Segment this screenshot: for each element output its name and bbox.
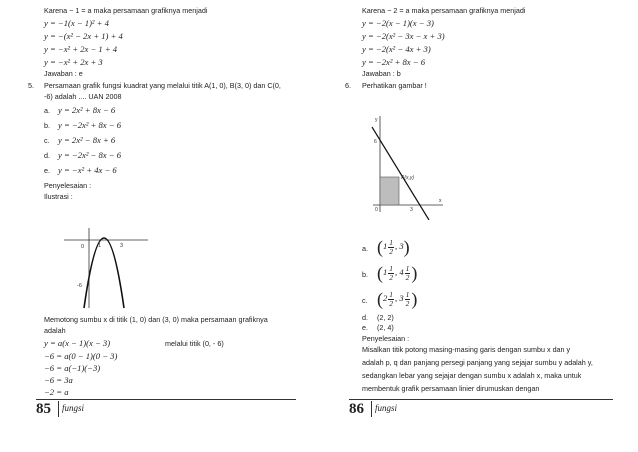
- option-expression: (1 $\frac{1}{2}$ , 4 $\frac{1}{2}$ ): [377, 263, 418, 283]
- option-expression: y = 2x² + 8x − 6: [58, 105, 116, 115]
- option-label: a.: [362, 244, 368, 253]
- explanation-line: membentuk grafik persamaan linier dirumuskan dengan: [362, 384, 540, 393]
- page-number: 85: [36, 401, 51, 417]
- line-rectangle-graph: [367, 112, 445, 220]
- equation-line: y = −2x² + 8x − 6: [362, 57, 425, 67]
- solution-step: −6 = a(−1)(−3): [44, 363, 101, 373]
- question-text: Persamaan grafik fungsi kuadrat yang melalui titik A(1, 0), B(3, 0) dan C(0,: [44, 81, 281, 90]
- option-label: a.: [44, 106, 50, 115]
- question-number: 6.: [345, 81, 351, 90]
- option-label: c.: [362, 296, 368, 305]
- option-label: b.: [44, 121, 50, 130]
- equation-line: y = −2(x² − 4x + 3): [362, 44, 431, 54]
- option-expression: y = −2x² − 8x − 6: [58, 150, 121, 160]
- question-text: -6) adalah .... UAN 2008: [44, 92, 122, 101]
- solution-step: −2 = a: [44, 387, 69, 397]
- tick-label-6: 6: [374, 139, 377, 145]
- footer-divider: [58, 401, 59, 417]
- tick-label-minus6: -6: [77, 283, 82, 289]
- option-label: d.: [362, 313, 368, 322]
- explanation-line: sedangkan lebar yang sejajar dengan sumbu x adalah x, maka untuk: [362, 371, 582, 380]
- point-label: A(x,y): [401, 175, 415, 181]
- option-expression: (2, 2): [377, 313, 394, 322]
- solution-heading: Penyelesaian :: [44, 181, 92, 190]
- y-axis-label: y: [375, 117, 378, 123]
- solution-note: melalui titik (0, - 6): [165, 339, 224, 348]
- parabola-graph: [60, 210, 150, 310]
- tick-label-3: 3: [120, 243, 124, 249]
- option-expression: y = −x² + 4x − 6: [58, 165, 117, 175]
- solution-step: −6 = 3a: [44, 375, 73, 385]
- option-label: b.: [362, 270, 368, 279]
- equation-line: y = −(x² − 2x + 1) + 4: [44, 31, 123, 41]
- footer-word: fungsi: [62, 403, 85, 413]
- solution-heading: Penyelesaian :: [362, 334, 410, 343]
- shaded-rectangle: [380, 177, 399, 205]
- explanation-line: Misalkan titik potong masing-masing garis dengan sumbu x dan y: [362, 345, 571, 354]
- option-expression: y = 2x² − 8x + 6: [58, 135, 116, 145]
- karena-line: Karena − 1 = a maka persamaan grafiknya menjadi: [44, 6, 208, 15]
- origin-label: 0: [375, 207, 378, 213]
- solution-step: y = a(x − 1)(x − 3): [44, 338, 111, 348]
- footer-divider: [371, 401, 372, 417]
- option-expression: (1 $\frac{1}{2}$ , 3): [377, 237, 410, 257]
- explanation-line: adalah p, q dan panjang persegi panjang yang sejajar sumbu y adalah y,: [362, 358, 593, 367]
- tick-label-1: 1: [98, 243, 102, 249]
- answer-line: Jawaban : e: [44, 69, 83, 78]
- equation-line: y = −2(x² − 3x − x + 3): [362, 31, 445, 41]
- footer-rule: [36, 399, 296, 400]
- explanation-line: adalah: [44, 326, 66, 335]
- equation-line: y = −1(x − 1)² + 4: [44, 18, 109, 28]
- karena-line: Karena − 2 = a maka persamaan grafiknya menjadi: [362, 6, 526, 15]
- option-expression: y = −2x² + 8x − 6: [58, 120, 121, 130]
- x-axis-label: x: [439, 198, 442, 204]
- footer-rule: [349, 399, 613, 400]
- footer-word: fungsi: [375, 403, 398, 413]
- option-label: e.: [362, 323, 368, 332]
- equation-line: y = −2(x − 1)(x − 3): [362, 18, 434, 28]
- right-page: [319, 0, 638, 452]
- solution-step: −6 = a(0 − 1)(0 − 3): [44, 351, 118, 361]
- explanation-line: Memotong sumbu x di titik (1, 0) dan (3, 0) maka persamaan grafiknya: [44, 315, 268, 324]
- option-label: d.: [44, 151, 50, 160]
- illustration-heading: Ilustrasi :: [44, 192, 73, 201]
- equation-line: y = −x² + 2x + 3: [44, 57, 103, 67]
- linear-line: [372, 127, 429, 220]
- equation-line: y = −x² + 2x − 1 + 4: [44, 44, 118, 54]
- option-label: c.: [44, 136, 50, 145]
- origin-label: 0: [81, 244, 85, 250]
- page-number: 86: [349, 401, 364, 417]
- answer-line: Jawaban : b: [362, 69, 401, 78]
- parabola-curve: [84, 238, 124, 308]
- option-expression: (2 $\frac{1}{2}$ , 3 $\frac{1}{2}$ ): [377, 289, 418, 309]
- option-expression: (2, 4): [377, 323, 394, 332]
- tick-label-3: 3: [410, 207, 413, 213]
- question-number: 5.: [28, 81, 34, 90]
- question-text: Perhatikan gambar !: [362, 81, 427, 90]
- option-label: e.: [44, 166, 50, 175]
